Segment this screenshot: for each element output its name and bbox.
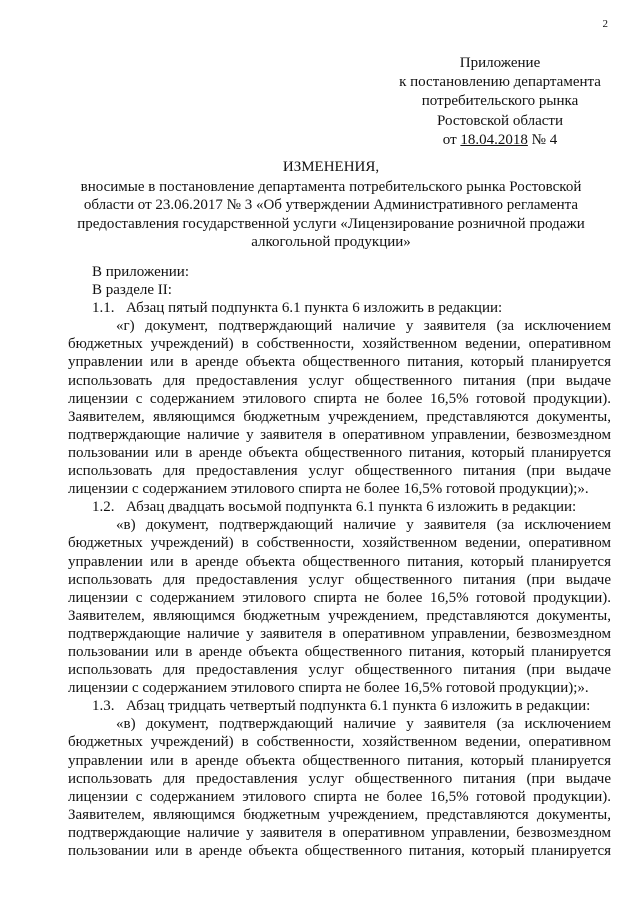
paragraph-line: подтверждающие наличие у заявителя в оперативном управлении, безвозмездном [68,824,611,841]
title-line: области от 23.06.2017 № 3 «Об утверждении Административного регламента [83,197,579,213]
paragraph-line: Заявителем, являющимся бюджетным учреждением, представляются документы, [68,806,611,823]
item-number: 1.3. [92,698,115,715]
date-prefix: от [442,131,461,148]
item-heading [92,498,611,516]
intro-line: В приложении: [92,264,189,280]
title-line: алкогольной продукции» [251,234,411,250]
paragraph-line: пользовании или в аренде объекта общественного питания, который планируется [68,444,611,461]
item-heading-text: Абзац пятый подпункта 6.1 пункта 6 изложить в редакции: [126,300,503,317]
title-heading: ИЗМЕНЕНИЯ, [282,159,380,175]
paragraph-line: пользовании или в аренде объекта общественного питания, который планируется [68,643,611,660]
paragraph-line: «в) документ, подтверждающий наличие у заявителя (за исключением [116,716,611,733]
document-body [68,263,611,860]
paragraph-line: бюджетных учреждений) в собственности, хозяйственном ведении, оперативном [68,734,611,751]
paragraph-line: пользовании или в аренде объекта общественного питания, который планируется [68,843,611,859]
item-heading-text: Абзац тридцать четвертый подпункта 6.1 пункта 6 изложить в редакции: [126,698,591,715]
paragraph-line: бюджетных учреждений) в собственности, хозяйственном ведении, оперативном [68,336,611,353]
paragraph-line: лицензии с содержанием этилового спирта не более 16,5% готовой продукции). [68,589,611,606]
appendix-date-line [380,131,620,150]
paragraph-line: Заявителем, являющимся бюджетным учреждением, представляются документы, [68,607,611,624]
page-number: 2 [602,18,608,30]
appendix-date: 18.04.2018 [460,131,528,148]
appendix-line: Ростовской области [437,112,563,129]
paragraph-line: использовать для предоставления услуг общественного питания (при выдаче [68,571,611,588]
paragraph-line: подтверждающие наличие у заявителя в оперативном управлении, безвозмездном [68,625,611,642]
paragraph-line: лицензии с содержанием этилового спирта не более 16,5% готовой продукции). [68,390,611,407]
paragraph-line: управлении или в аренде объекта общественного питания, который планируется [68,354,611,371]
paragraph-line: управлении или в аренде объекта общественного питания, который планируется [68,752,611,769]
appendix-number: № 4 [527,131,558,148]
paragraph-line: управлении или в аренде объекта общественного питания, который планируется [68,553,611,570]
paragraph-line: использовать для предоставления услуг общественного питания (при выдаче [68,372,611,389]
appendix-title: Приложение [459,55,541,71]
paragraph-line: «в) документ, подтверждающий наличие у заявителя (за исключением [116,517,611,534]
title-line: предоставления государственной услуги «Лицензирование розничной продажи [77,215,585,232]
paragraph-line: использовать для предоставления услуг общественного питания (при выдаче [68,662,611,679]
paragraph-line: использовать для предоставления услуг общественного питания (при выдаче [68,463,611,480]
appendix-block [380,54,620,150]
paragraph-line: лицензии с содержанием этилового спирта не более 16,5% готовой продукции). [68,788,611,805]
title-line: вносимые в постановление департамента потребительского рынка Ростовской [80,178,582,195]
item-number: 1.1. [92,300,115,317]
paragraph-line: бюджетных учреждений) в собственности, хозяйственном ведении, оперативном [68,535,611,552]
item-heading [92,299,611,317]
item-heading-text: Абзац двадцать восьмой подпункта 6.1 пункта 6 изложить в редакции: [126,499,577,516]
paragraph-line: лицензии с содержанием этилового спирта не более 16,5% готовой продукции);». [68,481,589,498]
item-heading [92,697,611,715]
paragraph-line: Заявителем, являющимся бюджетным учреждением, представляются документы, [68,408,611,425]
item-number: 1.2. [92,499,115,516]
intro-line: В разделе II: [92,282,172,299]
paragraph-line: подтверждающие наличие у заявителя в оперативном управлении, безвозмездном [68,426,611,443]
paragraph-line: лицензии с содержанием этилового спирта не более 16,5% готовой продукции);». [68,680,589,697]
appendix-line: к постановлению департамента [399,74,601,91]
document-title [76,158,586,252]
appendix-line: потребительского рынка [421,93,579,110]
paragraph-line: «г) документ, подтверждающий наличие у заявителя (за исключением [116,318,611,335]
paragraph-line: использовать для предоставления услуг общественного питания (при выдаче [68,770,611,787]
